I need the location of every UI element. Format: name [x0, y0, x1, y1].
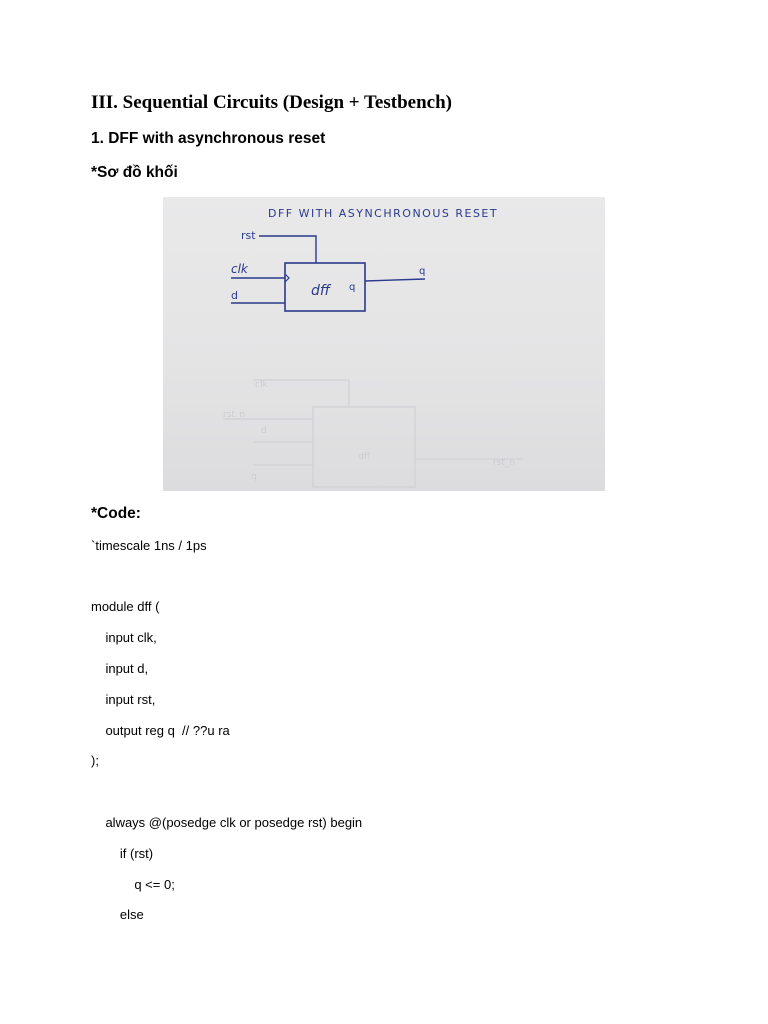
code-line: input clk,	[91, 630, 157, 645]
svg-text:clk: clk	[255, 380, 268, 390]
code-label: *Code:	[91, 505, 141, 522]
code-line: input d,	[91, 661, 149, 676]
block-diagram-photo	[163, 197, 605, 491]
code-line: `timescale 1ns / 1ps	[91, 538, 207, 553]
clk-label: clk	[231, 262, 248, 276]
rst-label: rst	[241, 229, 256, 242]
bleed-through-marks	[223, 380, 523, 487]
svg-text:q: q	[251, 472, 257, 482]
svg-text:rst_n: rst_n	[223, 410, 246, 420]
code-line: );	[91, 753, 99, 768]
code-line: output reg q // ??u ra	[91, 723, 230, 738]
svg-text:rst_n: rst_n	[493, 458, 516, 468]
code-line: else	[91, 907, 144, 922]
block-diagram-label: *Sơ đồ khối	[91, 164, 178, 181]
svg-text:d: d	[261, 426, 267, 436]
subsection-title: 1. DFF with asynchronous reset	[91, 130, 326, 147]
code-line: input rst,	[91, 692, 156, 707]
dff-output-port-label: q	[349, 282, 356, 293]
dff-block-label: dff	[311, 283, 330, 299]
code-line: q <= 0;	[91, 877, 175, 892]
rst-wire	[259, 236, 316, 263]
section-title: III. Sequential Circuits (Design + Testbench)	[91, 92, 452, 113]
diagram-title: DFF WITH ASYNCHRONOUS RESET	[268, 207, 499, 220]
q-label: q	[419, 266, 426, 277]
code-line: always @(posedge clk or posedge rst) begin	[91, 815, 363, 830]
block-diagram-drawing	[163, 197, 605, 491]
bleed-through-text	[223, 380, 515, 482]
q-wire	[365, 279, 425, 281]
svg-text:dff: dff	[358, 452, 370, 462]
code-line: module dff (	[91, 599, 160, 614]
d-label: d	[231, 289, 238, 302]
code-line: if (rst)	[91, 846, 154, 861]
